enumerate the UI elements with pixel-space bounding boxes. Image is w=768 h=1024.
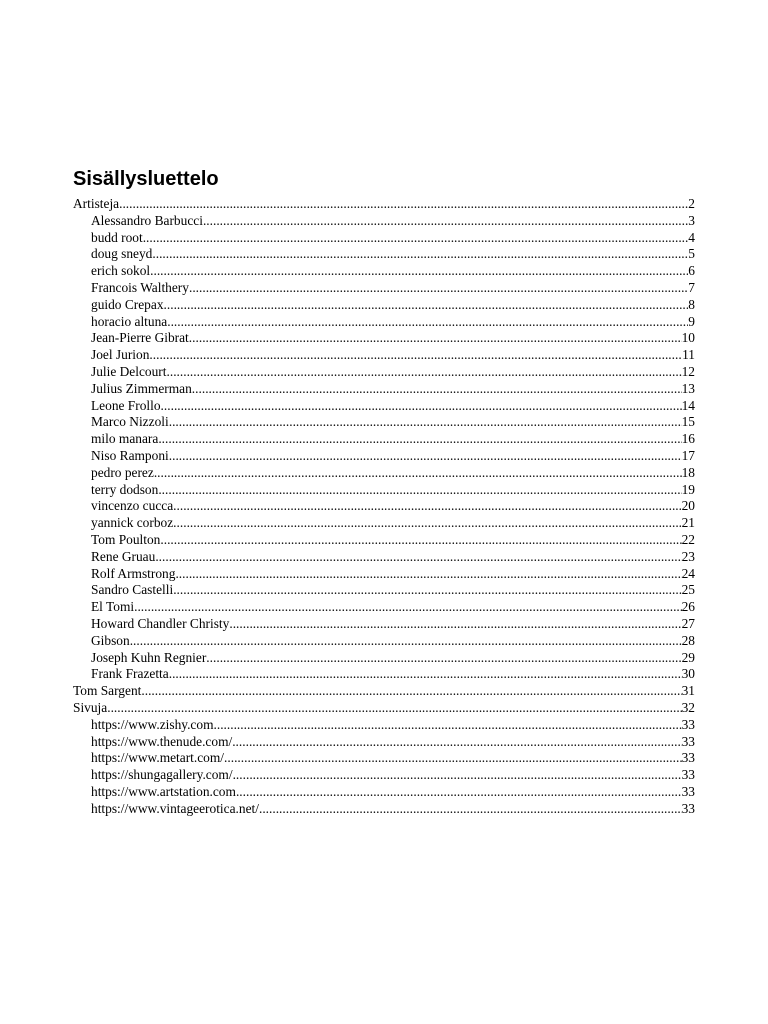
toc-entry-text: https://shungagallery.com/ (91, 767, 233, 783)
toc-entry-text: budd root (91, 229, 143, 245)
toc-dot-leader (167, 364, 682, 381)
toc-entry[interactable] (73, 717, 695, 734)
toc-page-number: 12 (681, 363, 695, 379)
toc-entry-text: https://www.artstation.com (91, 783, 236, 799)
toc-entry[interactable] (73, 431, 695, 448)
toc-dot-leader (141, 683, 681, 700)
toc-entry-text: Sivuja (73, 699, 108, 715)
toc-entry[interactable] (73, 330, 695, 347)
toc-entry-text: https://www.metart.com/ (91, 750, 225, 766)
toc-dot-leader (173, 515, 681, 532)
toc-entry[interactable] (73, 683, 695, 700)
toc-dot-leader (152, 246, 688, 263)
toc-dot-leader (203, 213, 688, 230)
toc-entry-text: Artisteja (73, 196, 120, 211)
toc-entry-text: https://www.zishy.com (91, 716, 214, 732)
toc-entry[interactable] (73, 734, 695, 751)
toc-dot-leader (229, 616, 681, 633)
toc-page-number: 21 (681, 515, 695, 531)
toc-dot-leader (154, 465, 682, 482)
toc-dot-leader (164, 297, 689, 314)
toc-page-number: 26 (681, 599, 695, 615)
toc-entry[interactable] (73, 566, 695, 583)
toc-dot-leader (173, 498, 681, 515)
toc-page-number: 27 (681, 615, 695, 631)
toc-page-number: 25 (681, 582, 695, 598)
toc-entry-text: Sandro Castelli (91, 582, 174, 598)
toc-entry[interactable] (73, 767, 695, 784)
toc-page-number: 2 (688, 196, 695, 211)
toc-entry-text: Rene Gruau (91, 548, 156, 564)
toc-entry[interactable] (73, 230, 695, 247)
toc-entry-text: Leone Frollo (91, 397, 161, 413)
toc-entry-text: Joel Jurion (91, 347, 150, 363)
toc-entry-text: Alessandro Barbucci (91, 212, 203, 228)
toc-dot-leader (107, 700, 681, 717)
toc-entry[interactable] (73, 364, 695, 381)
toc-page-number: 33 (681, 733, 695, 749)
toc-entry[interactable] (73, 347, 695, 364)
toc-entry[interactable] (73, 398, 695, 415)
toc-dot-leader (189, 280, 688, 297)
toc-dot-leader (173, 582, 681, 599)
toc-dot-leader (167, 314, 688, 331)
toc-page-number: 11 (682, 347, 695, 363)
toc-entry-text: erich sokol (91, 263, 151, 279)
toc-entry[interactable] (73, 616, 695, 633)
toc-entry[interactable] (73, 314, 695, 331)
toc-dot-leader (206, 650, 681, 667)
toc-entry[interactable] (73, 700, 695, 717)
toc-entry-text: Jean-Pierre Gibrat (91, 330, 189, 346)
toc-page-number: 3 (688, 212, 695, 228)
toc-page-number: 14 (681, 397, 695, 413)
toc-entry-text: Niso Ramponi (91, 447, 169, 463)
toc-page-number: 19 (681, 481, 695, 497)
toc-dot-leader (158, 431, 681, 448)
toc-entry-text: horacio altuna (91, 313, 168, 329)
toc-dot-leader (189, 330, 682, 347)
toc-entry-text: doug sneyd (91, 246, 153, 262)
toc-entry[interactable] (73, 448, 695, 465)
toc-entry[interactable] (73, 599, 695, 616)
toc-page-number: 31 (681, 683, 695, 699)
toc-dot-leader (119, 196, 688, 213)
toc-page-number: 10 (681, 330, 695, 346)
toc-dot-leader (192, 381, 682, 398)
toc-page-number: 7 (688, 279, 695, 295)
toc-entry[interactable] (73, 633, 695, 650)
toc-page-number: 30 (681, 666, 695, 682)
toc-entry[interactable] (73, 381, 695, 398)
toc-dot-leader (161, 398, 682, 415)
toc-page-number: 24 (681, 565, 695, 581)
toc-page-number: 16 (681, 431, 695, 447)
toc-dot-leader (134, 599, 682, 616)
toc-page-number: 4 (688, 229, 695, 245)
toc-entry-text: https://www.thenude.com/ (91, 733, 233, 749)
toc-entry-text: https://www.vintageerotica.net/ (91, 800, 259, 816)
toc-entry-text: yannick corboz (91, 515, 174, 531)
toc-entry[interactable] (73, 801, 695, 818)
toc-entry-text: Julius Zimmerman (91, 380, 192, 396)
toc-page-number: 8 (688, 296, 695, 312)
toc-entry-text: Tom Sargent (73, 683, 142, 699)
toc-dot-leader (158, 482, 681, 499)
toc-entry[interactable] (73, 280, 695, 297)
toc-dot-leader (236, 784, 682, 801)
toc-entry-text: Joseph Kuhn Regnier (91, 649, 207, 665)
toc-entry-text: terry dodson (91, 481, 159, 497)
toc-entry-text: Gibson (91, 632, 130, 648)
toc-entry[interactable] (73, 297, 695, 314)
table-of-contents (73, 196, 695, 817)
toc-entry-text: guido Crepax (91, 296, 164, 312)
toc-dot-leader (233, 767, 682, 784)
toc-page-number: 13 (681, 380, 695, 396)
toc-dot-leader (130, 633, 682, 650)
toc-title: Sisällysluettelo (73, 168, 219, 190)
toc-entry-text: Julie Delcourt (91, 363, 167, 379)
toc-dot-leader (214, 717, 682, 734)
toc-entry[interactable] (73, 532, 695, 549)
toc-entry[interactable] (73, 263, 695, 280)
toc-entry[interactable] (73, 465, 695, 482)
toc-entry[interactable] (73, 196, 695, 213)
toc-page-number: 33 (681, 750, 695, 766)
toc-page-number: 17 (681, 447, 695, 463)
toc-page-number: 32 (681, 699, 695, 715)
toc-dot-leader (169, 448, 682, 465)
toc-entry-text: Tom Poulton (91, 531, 161, 547)
toc-entry[interactable] (73, 549, 695, 566)
toc-page-number: 9 (688, 313, 695, 329)
toc-page-number: 33 (681, 767, 695, 783)
toc-dot-leader (149, 347, 682, 364)
toc-entry[interactable] (73, 482, 695, 499)
toc-dot-leader (259, 801, 682, 818)
toc-page-number: 28 (681, 632, 695, 648)
toc-entry[interactable] (73, 582, 695, 599)
toc-entry[interactable] (73, 414, 695, 431)
toc-entry[interactable] (73, 498, 695, 515)
toc-page-number: 23 (681, 548, 695, 564)
toc-dot-leader (150, 263, 688, 280)
toc-entry-text: milo manara (91, 431, 159, 447)
toc-entry-text: Frank Frazetta (91, 666, 169, 682)
toc-entry[interactable] (73, 515, 695, 532)
toc-page-number: 33 (681, 800, 695, 816)
toc-entry-text: El Tomi (91, 599, 135, 615)
toc-page-number: 18 (681, 464, 695, 480)
toc-entry[interactable] (73, 750, 695, 767)
toc-dot-leader (160, 532, 681, 549)
toc-dot-leader (175, 566, 681, 583)
toc-entry-text: Rolf Armstrong (91, 565, 176, 581)
toc-page-number: 15 (681, 414, 695, 430)
toc-entry-text: vincenzo cucca (91, 498, 174, 514)
toc-entry-text: pedro perez (91, 464, 154, 480)
toc-entry[interactable] (73, 784, 695, 801)
toc-entry-text: Marco Nizzoli (91, 414, 169, 430)
toc-dot-leader (232, 734, 681, 751)
toc-dot-leader (224, 750, 682, 767)
toc-entry[interactable] (73, 213, 695, 230)
toc-page-number: 33 (681, 716, 695, 732)
toc-page-number: 5 (688, 246, 695, 262)
toc-entry[interactable] (73, 666, 695, 683)
toc-entry-text: Howard Chandler Christy (91, 615, 230, 631)
toc-entry[interactable] (73, 246, 695, 263)
toc-page-number: 22 (681, 531, 695, 547)
toc-dot-leader (155, 549, 681, 566)
toc-dot-leader (169, 414, 682, 431)
toc-page-number: 20 (681, 498, 695, 514)
toc-page-number: 6 (688, 263, 695, 279)
toc-entry[interactable] (73, 650, 695, 667)
toc-dot-leader (169, 666, 682, 683)
toc-page-number: 33 (681, 783, 695, 799)
toc-page-number: 29 (681, 649, 695, 665)
toc-dot-leader (143, 230, 689, 247)
toc-entry-text: Francois Walthery (91, 279, 189, 295)
